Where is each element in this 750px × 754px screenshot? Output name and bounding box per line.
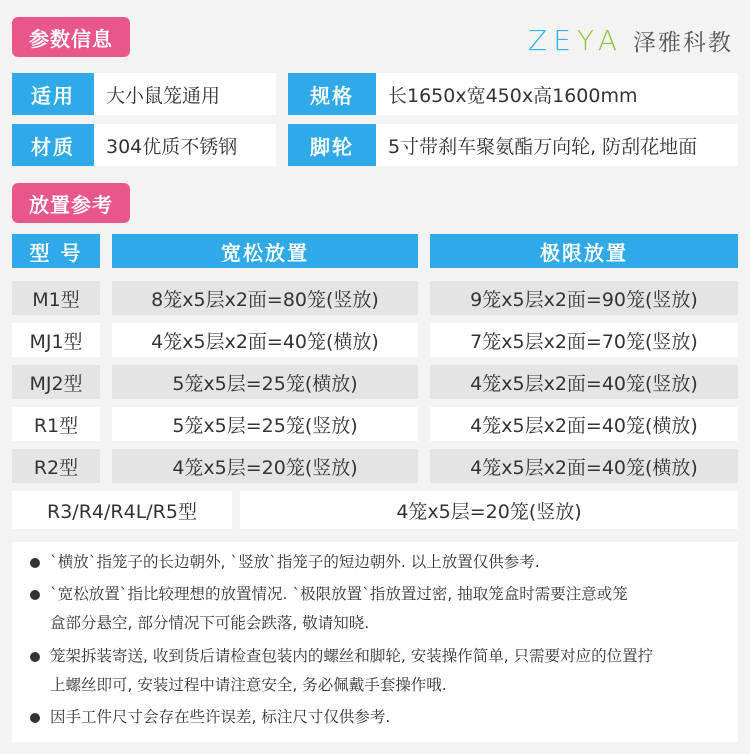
section-title-params: 参数信息	[12, 17, 130, 57]
note-item: 因手工件尺寸会存在些许误差, 标注尺寸仅供参考.	[30, 703, 724, 732]
spec-value-casters: 5寸带刹车聚氨酯万向轮, 防刮花地面	[376, 124, 738, 166]
table-cell-loose: 8笼x5层x2面=80笼(竖放)	[112, 281, 418, 315]
spec-value-usage: 大小鼠笼通用	[94, 73, 276, 115]
table-cell-limit: 4笼x5层x2面=40笼(横放)	[430, 449, 738, 483]
table-cell-limit: 4笼x5层x2面=40笼(竖放)	[430, 365, 738, 399]
table-cell-loose: 5笼x5层=25笼(横放)	[112, 365, 418, 399]
spec-label-material: 材质	[12, 124, 94, 166]
section-title-placement: 放置参考	[12, 183, 130, 223]
table-cell-model: R1型	[12, 407, 100, 441]
note-item: 笼架拆装寄送, 收到货后请检查包装内的螺丝和脚轮, 安装操作简单, 只需要对应的位置拧 上螺丝即可, 安装过程中请注意安全, 务必佩戴手套操作哦.	[30, 642, 724, 700]
note-item: `宽松放置`指比较理想的放置情况. `极限放置`指放置过密, 抽取笼盒时需要注意或笼 盒部分悬空, 部分情况下可能会跌落, 敬请知晓.	[30, 580, 724, 638]
table-cell-model: R2型	[12, 449, 100, 483]
spec-label-casters: 脚轮	[288, 124, 376, 166]
logo-chinese-text: 泽雅科教	[632, 29, 733, 56]
table-cell-model: MJ2型	[12, 365, 100, 399]
table-cell-model-merged: R3/R4/R4L/R5型	[12, 491, 232, 529]
table-cell-merged-value: 4笼x5层=20笼(竖放)	[240, 491, 738, 529]
table-cell-loose: 5笼x5层=25笼(竖放)	[112, 407, 418, 441]
table-cell-model: M1型	[12, 281, 100, 315]
spec-label-size: 规格	[288, 73, 376, 115]
spec-value-size: 长1650x宽450x高1600mm	[376, 73, 738, 115]
table-cell-model: MJ1型	[12, 323, 100, 357]
table-cell-loose: 4笼x5层x2面=40笼(横放)	[112, 323, 418, 357]
brand-logo	[528, 22, 733, 58]
table-header-loose: 宽松放置	[112, 234, 418, 268]
table-header-model: 型 号	[12, 234, 100, 268]
table-header-limit: 极限放置	[430, 234, 738, 268]
table-cell-limit: 7笼x5层x2面=70笼(竖放)	[430, 323, 738, 357]
table-cell-limit: 9笼x5层x2面=90笼(竖放)	[430, 281, 738, 315]
table-cell-limit: 4笼x5层x2面=40笼(横放)	[430, 407, 738, 441]
spec-value-material: 304优质不锈钢	[94, 124, 276, 166]
note-item: `横放`指笼子的长边朝外, `竖放`指笼子的短边朝外. 以上放置仅供参考.	[30, 548, 724, 577]
table-cell-loose: 4笼x5层=20笼(竖放)	[112, 449, 418, 483]
notes-panel	[12, 542, 738, 742]
spec-label-usage: 适用	[12, 73, 94, 115]
logo-latin-text: ZEYA	[528, 23, 623, 57]
